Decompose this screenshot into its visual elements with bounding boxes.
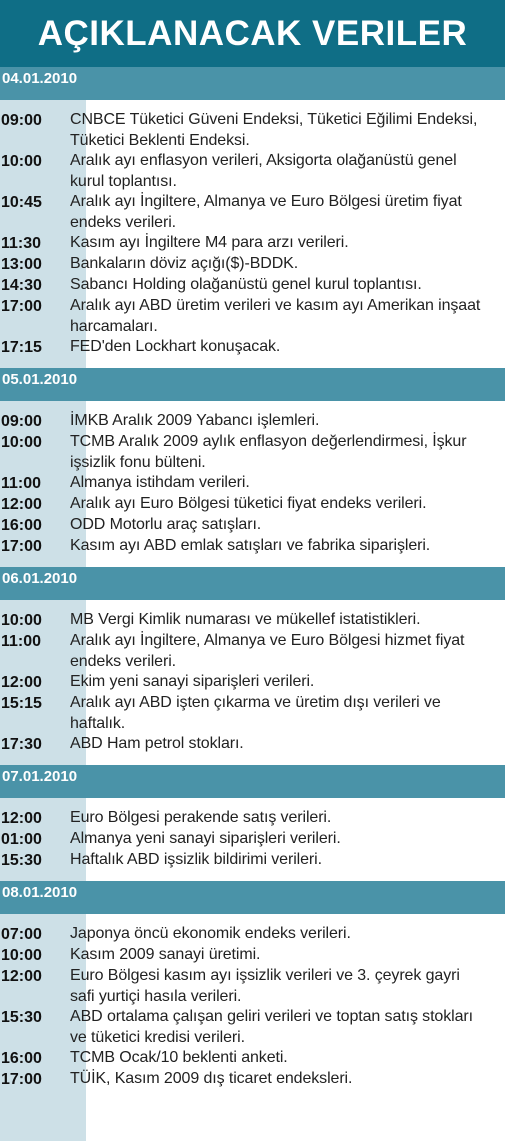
event-description: Kasım ayı İngiltere M4 para arzı verileri. <box>70 234 349 251</box>
event-description: Haftalık ABD işsizlik bildirimi verileri. <box>70 851 322 868</box>
event-description: Almanya istihdam verileri. <box>70 474 250 491</box>
event-description: TCMB Aralık 2009 aylık enflasyon değerlendirmesi, İşkur işsizlik fonu bülteni. <box>70 433 467 471</box>
event-list <box>0 100 505 368</box>
event-description: Sabancı Holding olağanüstü genel kurul toplantısı. <box>70 276 422 293</box>
date-section <box>0 765 505 881</box>
event-time: 01:00 <box>1 831 42 848</box>
event-row <box>0 536 505 557</box>
event-time: 11:30 <box>1 235 42 252</box>
event-row <box>0 192 505 233</box>
event-time: 10:00 <box>1 947 42 964</box>
event-list <box>0 914 505 1100</box>
event-description: TÜİK, Kasım 2009 dış ticaret endeksleri. <box>70 1070 353 1087</box>
event-time: 09:00 <box>1 112 42 129</box>
event-time: 13:00 <box>1 256 42 273</box>
event-time: 17:00 <box>1 1071 42 1088</box>
event-row <box>0 945 505 966</box>
event-time: 17:00 <box>1 298 42 315</box>
event-description: TCMB Ocak/10 beklenti anketi. <box>70 1049 288 1066</box>
event-time: 15:30 <box>1 852 42 869</box>
event-time: 07:00 <box>1 926 42 943</box>
event-description: ABD Ham petrol stokları. <box>70 735 244 752</box>
event-row <box>0 494 505 515</box>
event-list <box>0 798 505 881</box>
event-row <box>0 296 505 337</box>
event-description: Aralık ayı enflasyon verileri, Aksigorta olağanüstü genel kurul toplantısı. <box>70 152 457 190</box>
event-row <box>0 966 505 1007</box>
event-time: 14:30 <box>1 277 42 294</box>
event-time: 10:00 <box>1 612 42 629</box>
event-row <box>0 1048 505 1069</box>
event-description: Ekim yeni sanayi siparişleri verileri. <box>70 673 315 690</box>
event-time: 17:00 <box>1 538 42 555</box>
event-time: 17:30 <box>1 736 42 753</box>
event-row <box>0 610 505 631</box>
event-row <box>0 151 505 192</box>
event-description: Almanya yeni sanayi siparişleri verileri. <box>70 830 341 847</box>
event-description: Aralık ayı İngiltere, Almanya ve Euro Bölgesi üretim fiyat endeks verileri. <box>70 193 462 231</box>
event-description: Japonya öncü ekonomik endeks verileri. <box>70 925 351 942</box>
event-list <box>0 600 505 765</box>
date-section <box>0 368 505 567</box>
event-row <box>0 473 505 494</box>
event-time: 10:00 <box>1 434 42 451</box>
event-row <box>0 1069 505 1090</box>
event-row <box>0 631 505 672</box>
date-section <box>0 881 505 1100</box>
event-description: MB Vergi Kimlik numarası ve mükellef istatistikleri. <box>70 611 421 628</box>
event-row <box>0 808 505 829</box>
event-row <box>0 275 505 296</box>
date-section <box>0 67 505 368</box>
event-time: 12:00 <box>1 968 42 985</box>
event-time: 10:00 <box>1 153 42 170</box>
event-description: Aralık ayı İngiltere, Almanya ve Euro Bölgesi hizmet fiyat endeks verileri. <box>70 632 465 670</box>
event-time: 11:00 <box>1 633 42 650</box>
page-title: AÇIKLANACAK VERILER <box>0 0 505 67</box>
date-header: 06.01.2010 <box>0 567 505 600</box>
event-description: İMKB Aralık 2009 Yabancı işlemleri. <box>70 412 320 429</box>
date-header: 04.01.2010 <box>0 67 505 100</box>
event-time: 16:00 <box>1 1050 42 1067</box>
event-row <box>0 734 505 755</box>
event-time: 12:00 <box>1 810 42 827</box>
event-time: 15:30 <box>1 1009 42 1026</box>
event-row <box>0 254 505 275</box>
event-description: ABD ortalama çalışan geliri verileri ve toptan satış stokları ve tüketici kredisi verileri. <box>70 1008 473 1046</box>
event-description: Euro Bölgesi perakende satış verileri. <box>70 809 332 826</box>
date-header: 05.01.2010 <box>0 368 505 401</box>
event-row <box>0 337 505 358</box>
event-time: 11:00 <box>1 475 42 492</box>
date-header: 07.01.2010 <box>0 765 505 798</box>
event-description: Kasım 2009 sanayi üretimi. <box>70 946 261 963</box>
event-description: Aralık ayı ABD üretim verileri ve kasım ayı Amerikan inşaat harcamaları. <box>70 297 481 335</box>
event-description: Euro Bölgesi kasım ayı işsizlik verileri ve 3. çeyrek gayri safi yurtiçi hasıla verileri. <box>70 967 460 1005</box>
event-list <box>0 401 505 567</box>
event-row <box>0 233 505 254</box>
event-time: 12:00 <box>1 674 42 691</box>
date-section <box>0 567 505 765</box>
event-row <box>0 411 505 432</box>
event-time: 12:00 <box>1 496 42 513</box>
event-time: 17:15 <box>1 339 42 356</box>
event-description: Aralık ayı ABD işten çıkarma ve üretim dışı verileri ve haftalık. <box>70 694 441 732</box>
event-row <box>0 924 505 945</box>
event-description: Bankaların döviz açığı($)-BDDK. <box>70 255 299 272</box>
event-row <box>0 850 505 871</box>
schedule-list <box>0 67 505 1100</box>
date-header: 08.01.2010 <box>0 881 505 914</box>
event-description: CNBCE Tüketici Güveni Endeksi, Tüketici Eğilimi Endeksi, Tüketici Beklenti Endeksi. <box>70 111 478 149</box>
event-time: 15:15 <box>1 695 42 712</box>
event-row <box>0 829 505 850</box>
event-time: 09:00 <box>1 413 42 430</box>
event-row <box>0 1007 505 1048</box>
event-time: 10:45 <box>1 194 42 211</box>
event-row <box>0 515 505 536</box>
event-row <box>0 110 505 151</box>
event-description: ODD Motorlu araç satışları. <box>70 516 262 533</box>
event-description: Aralık ayı Euro Bölgesi tüketici fiyat endeks verileri. <box>70 495 427 512</box>
event-row <box>0 693 505 734</box>
event-time: 16:00 <box>1 517 42 534</box>
event-row <box>0 672 505 693</box>
event-description: Kasım ayı ABD emlak satışları ve fabrika siparişleri. <box>70 537 431 554</box>
event-description: FED'den Lockhart konuşacak. <box>70 338 281 355</box>
event-row <box>0 432 505 473</box>
